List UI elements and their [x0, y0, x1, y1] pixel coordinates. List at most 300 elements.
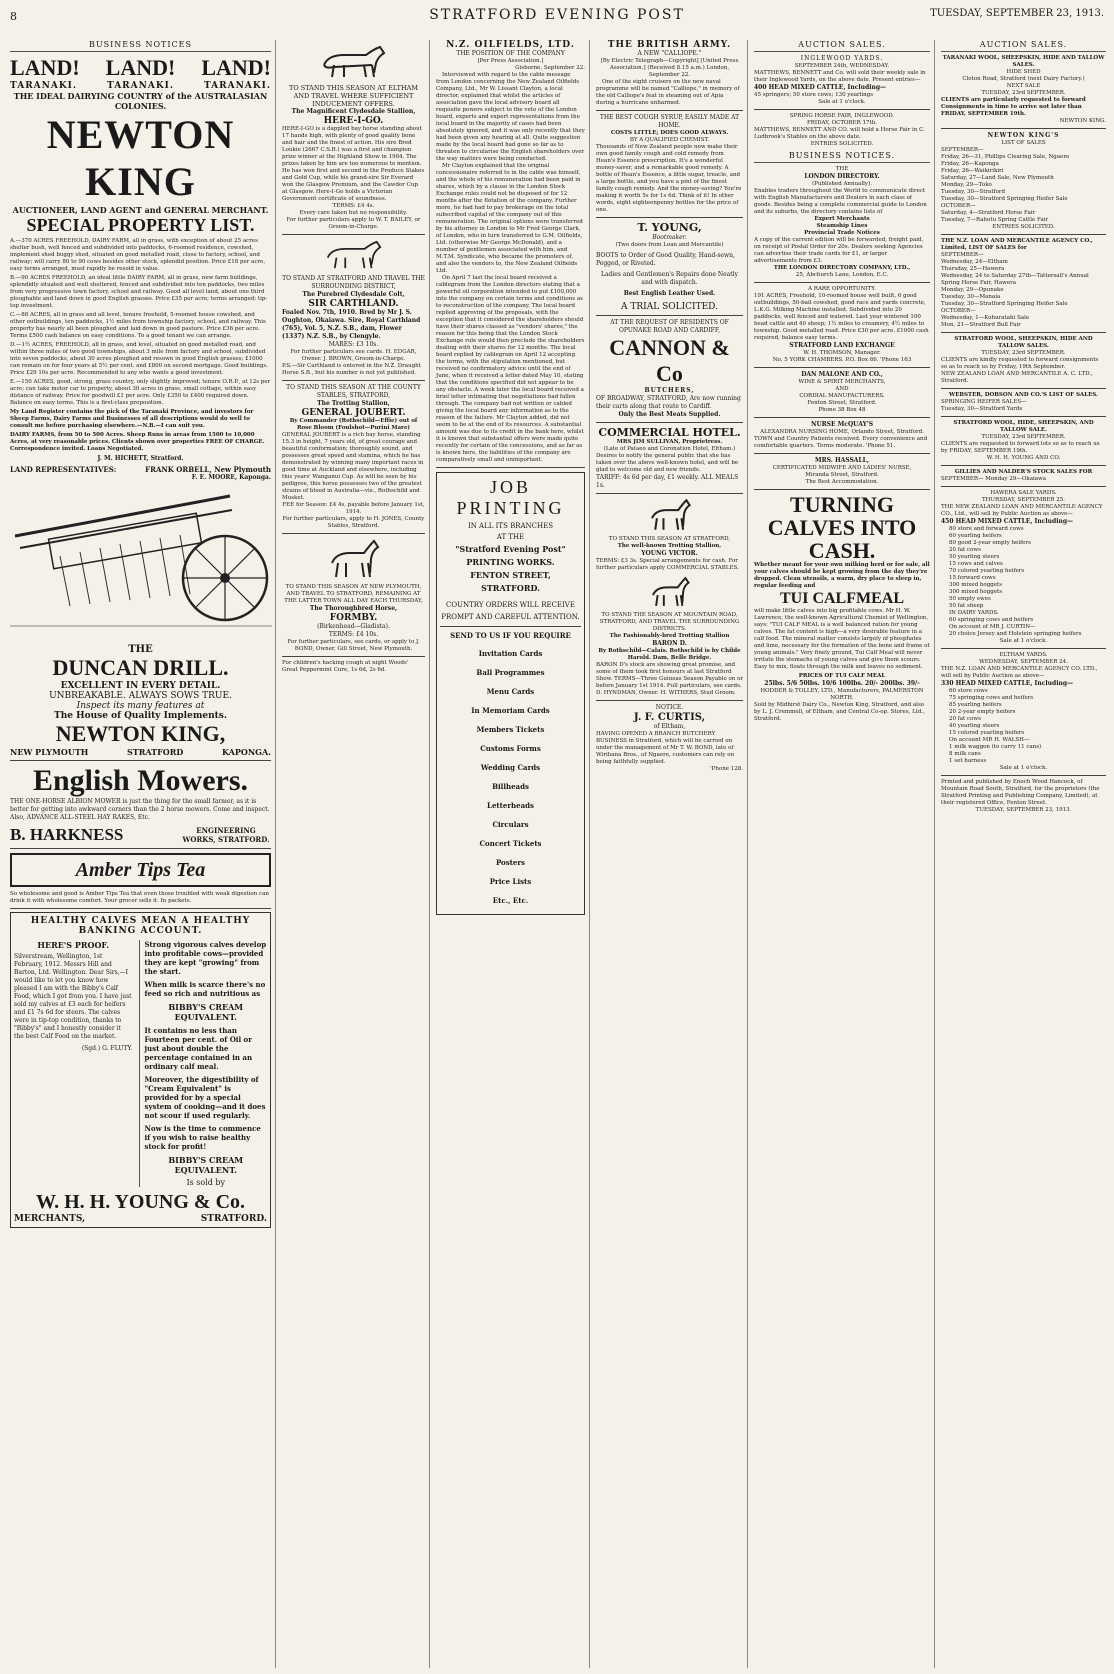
cattle-item: 20 fat cows [949, 716, 981, 722]
stallion-type: The Fashionably-bred Trotting Stallion [609, 633, 730, 639]
issue-date: TUESDAY, SEPTEMBER 23, 1913. [930, 8, 1104, 19]
directory-text: A copy of the current edition will be forwarded, freight paid, on receipt of Postal Order for 20s. Dealers seeking Agencies can advertise their trade cards for £1, or larger advertisements from £3. [754, 237, 924, 264]
horse-icon [314, 43, 394, 81]
harkness-row [10, 825, 271, 845]
nzlm-sign: NEW ZEALAND LOAN AND MERCANTILE A. C. LTD., Stratford. [941, 371, 1093, 384]
cattle-item: 8 milk cans [949, 751, 981, 757]
printing-item: Concert Tickets [479, 839, 542, 848]
horse-icon [319, 238, 389, 272]
sales-list-item: Wednesday, 24—Eltham [941, 259, 1008, 265]
curtis-town: of Eltham, [653, 723, 686, 730]
sale-date: TUESDAY, 23rd SEPTEMBER. [981, 434, 1066, 440]
cattle-item: 20 fat cows [949, 547, 981, 553]
tui-stockists: Sold by Midhirst Dairy Co., Newton King, Stratford, and also by L. J. Cremmell, of Eltham, and Central Co-op. Stores, Ltd., Stratford. [754, 702, 926, 722]
chemist-credit: BY A QUALIFIED CHEMIST. [629, 137, 710, 143]
reps-label: LAND REPRESENTATIVES: [10, 465, 117, 474]
column-auction-sales [937, 40, 1110, 1668]
excellent-line: EXCELLENT IN EVERY DETAIL. [60, 681, 221, 691]
nursing-text: TOWN and Country Patients received. Every convenience and comfortable quarters. Terms moderate. 'Phone 51. [754, 436, 928, 449]
request-line: AT THE REQUEST OF RESIDENTS OF OPUNAKE ROAD AND CARDIFF, [610, 319, 729, 334]
article-subtitle: A NEW "CALLIOPE." [637, 50, 702, 57]
cough-cure-advert: For children's hacking cough at night Woods' Great Peppermint Cure, 1s 6d, 2s 6d. [282, 660, 409, 673]
page-number: 8 [10, 10, 17, 23]
curtis-text: HAVING OPENED A BRANCH BUTCHERY BUSINESS in Stratford, which will be carried on under the management of Mr T. W. BOND, late of Wirihana Bros., of Ngaere, customers can rely on being faithfully supplied. [596, 731, 735, 765]
midwife-line: CERTIFICATED MIDWIFE AND LADIES' NURSE, [772, 465, 912, 471]
land-register-note: My Land Register contains the pick of the Taranaki Province, and investors for Sheep Farms, Dairy Farms and Businesses of all descriptions would do well to consult me before purchasing elsewhere.—N.B.—I can suit you. [10, 409, 254, 429]
stallion-name: SIR CARTHLAND. [308, 299, 399, 309]
article-paragraph: One of the eight cruisers on the new naval programme will be named "Calliope," in memory of the old Calliope's feat in steaming out of Apia during a hurricane unharmed. [596, 79, 740, 106]
oil-content: It contains no less than Fourteen per cent. of Oil or just about double the percentage contained in an ordinary calf meal. [144, 1026, 253, 1071]
article-paragraph: On April 7 last the local board received a cablegram from the London directors stating that a powerful oil corporation intended to put £100,000 into the company on certain terms and conditions as to reconstruction of the company. The local board replied approving of the proposals, with the exception that it considered the shareholders should have their shares classed as "vendors' shares," the reason for this being that the London Stock Exchange rule would then preclude the shareholders dealing with their shares for 12 months. The local board replied by cablegram on April 12 accepting the terms, with the stipulation mentioned, but received no confirmatory advice until the end of June, when it received a letter dated May 10, stating that the conditions specified did not appear to be any obstacle. A week later the local board received a brief letter intimating that negotiations had fallen through. The company had not written or cabled giving the local board any information as to the reason of the failure. Mr Clayton added, did not seem to be at the end of its resources. A substantial amount was due to its credit in the bank here, whilst it is known that substantial offers were made quite recently for certain of the concessions, and as far as is known here, the liabilities of the company are comparatively small and unimportant. [436, 275, 585, 463]
webster-heading: WEBSTER, DOBSON AND CO.'S LIST OF SALES. [949, 392, 1098, 398]
entries-solicited: ENTRIES SOLICITED. [992, 224, 1055, 230]
sale-date: SEPTEMBER 24th, WEDNESDAY. [794, 63, 890, 69]
wool-sales: STRATFORD WOOL, SHEEPSKIN, HIDE AND TALLOW SALES. [954, 336, 1093, 349]
hide-shed-address: Cloton Road, Stratford (next Dairy Factory.) [962, 76, 1085, 82]
land-word: LAND! [105, 55, 176, 80]
trial-solicited: A TRIAL SOLICITED. [621, 302, 718, 312]
stallion-terms: FEE for Season: £4 4s, payable before January 1st, 1914. [282, 502, 425, 515]
consignment-note: CLIENTS are particularly requested to forward Consignments in time to arrive not later than FRIDAY, SEPTEMBER 19th. [941, 97, 1086, 117]
stratford-line: STRATFORD. [481, 583, 540, 593]
job-word: JOB [489, 477, 531, 497]
amber-tips-tea-banner: Amber Tips Tea [10, 853, 271, 887]
sales-list-item: Tuesday, 30—Stratford Springing Heifer Sale [941, 301, 1068, 307]
sales-list-item: Monday, 29—Toko [941, 182, 992, 188]
listing: A.—370 ACRES FREEHOLD, DAIRY FARM, all in grass, with exception of about 25 acres shelter bush, well fenced and subdivided into paddocks, 6-roomed residence, cowshed, implement shed buggy shed, situated on good metalled road, close to factory, school, and railway; will carry 80 to 90 cows besides other stock, splendid position. Price £18 per acre, easy terms arranged, must rapidly be resold in value. [10, 238, 266, 272]
proof-heading: HERE'S PROOF. [37, 940, 110, 950]
section-heading: AUCTION SALES. [941, 40, 1106, 52]
horse-fair-heading: SPRING HORSE FAIR, INGLEWOOD. [789, 113, 895, 119]
land-word: LAND! [10, 55, 80, 80]
responsibility-note: Every care taken but no responsibility. [299, 210, 408, 216]
london-directory: LONDON DIRECTORY. [804, 173, 880, 180]
testimonial [14, 940, 133, 1187]
sales-list-item: Wednesday, 24 to Saturday 27th—Tattersall's Annual Spring Horse Fair, Hawera [941, 273, 1089, 286]
best-accommodation: The Best Accommodation. [805, 479, 879, 485]
country-orders: COUNTRY ORDERS WILL RECEIVE PROMPT AND CAREFUL ATTENTION. [441, 601, 580, 621]
sales-list-item: Saturday, 27—Land Sale, New Plymouth [941, 175, 1054, 181]
sale-text: MATTHEWS, BENNETT and Co. will sold their weekly sale in their Inglewood Yards, on the above date. Present entries— [754, 70, 926, 83]
entries-solicited: ENTRIES SOLICITED. [810, 141, 874, 147]
stallion-terms: MARES: £3 10s. [328, 341, 379, 348]
column-stallions [278, 40, 430, 1668]
sales-list-item: Friday, 26—Waikirikiri [941, 168, 1004, 174]
merchants-row [14, 1214, 267, 1224]
stallion-type: The well-known Trotting Stallion, [617, 543, 722, 549]
cattle-item: 50 yearling steers [949, 554, 1000, 560]
sale-time: Sale at 1 o'clock. [999, 765, 1048, 771]
sale-time: Sale at 1 o'clock. [818, 99, 866, 105]
bootmaker-address: (Two doors from Loan and Mercantile) [615, 242, 724, 248]
next-sale: NEXT SALE [1006, 83, 1041, 89]
horse-icon [324, 537, 384, 581]
cattle-item: 1 milk waggon (to carry 11 cans) [949, 744, 1042, 750]
land-word: LAND! [201, 55, 271, 80]
horse-icon [645, 497, 695, 533]
cable-credit: [By Electric Telegraph—Copyright] [United Press Association.] (Received 8.15 a.m.) London, September 22. [600, 58, 739, 78]
when-milk: When milk is scarce there's no feed so rich and nutritious as [144, 980, 266, 998]
harkness-name: B. HARKNESS [10, 825, 124, 844]
printing-item: Wedding Cards [480, 763, 541, 772]
job-printing-advert [436, 472, 585, 915]
stallion-name: GENERAL JOUBERT. [301, 408, 406, 418]
article-paragraph: Interviewed with regard to the cable message from London concerning the New Zealand Oilfields Company, Ltd., Mr W. Lissant Clayton, a local director, explained that whilst the articles of association gave the local advisory board all requisite powers subject to the veto of the London board, experts and expert representations from the local board in the majority of cases had been absolutely ignored, and it was only recently that they had been given any hearing at all. Quite suggestion made by the local board had gone so far as to threaten to circularise the English shareholders over the way matters were being conducted. [436, 72, 585, 162]
consignment-note: CLIENTS are kindly requested to forward consignments so as to reach us by Friday, 19th September. [941, 357, 1099, 370]
column-business-notices [6, 40, 276, 1668]
consignment-note: CLIENTS are requested to forward lots so as to reach us by FRIDAY, SEPTEMBER 19th. [941, 441, 1100, 454]
cattle-item: 50 fat sheep [949, 603, 984, 609]
sales-list-item: Saturday, 4—Stratford Horse Fair [941, 210, 1036, 216]
notice-heading: NOTICE. [655, 704, 684, 711]
printing-item: Invitation Cards [478, 649, 543, 658]
stand-sir-carthland: TO STAND AT STRATFORD AND TRAVEL THE SURROUNDING DISTRICT, [282, 275, 425, 290]
land-headline [10, 55, 271, 81]
tui-manufacturer: HODDER & TOLLEY, LTD., Manufacturers, PALMERSTON NORTH. [760, 688, 924, 701]
printing-item: Customs Forms [480, 744, 541, 753]
sale-date: WEDNESDAY, SEPTEMBER 24. [979, 659, 1068, 665]
the-word: THE [835, 166, 849, 172]
stallion-name: BARON D. [652, 640, 687, 647]
rep-name: F. E. MOORE, Kaponga. [191, 474, 271, 481]
springing-heading: SPRINGING HEIFER SALES— [941, 399, 1027, 405]
hotel-text: Desires to notify the general public that she has taken over the above well-known hotel, and will be glad to welcome old and new friends. [596, 453, 739, 473]
engineering-works: ENGINEERING WORKS, STRATFORD. [182, 826, 270, 844]
cattle-item: 75 springing cows and heifers [949, 695, 1034, 701]
section-heading: BUSINESS NOTICES. [754, 151, 930, 163]
cattle-item: 300 mixed hoggets [949, 589, 1003, 595]
article-title: THE BRITISH ARMY. [607, 40, 732, 50]
printing-item: Price Lists [489, 877, 532, 886]
wine-merchants: WINE & SPIRIT MERCHANTS, [798, 379, 886, 385]
sales-list [941, 252, 1106, 329]
listing: E.—150 ACRES, good, strong, grass country, only slightly improved; tenure O.R.P., at 12s per acre; can take motor car to property, about 30 acres in grass, small cottage, within easy distance of railway. Price for goodwill £1 per acre. Only £350 to £400 required down. Balance on easy terms. This is a first-class proposition. [10, 379, 271, 406]
newton-king-heading: NEWTON KING [46, 112, 235, 204]
stallion-contact: For further particulars see cards. H. EDGAR, Owner. J. BROWN, Groom-in-Charge. [290, 349, 417, 362]
printing-item: Ball Programmes [476, 668, 545, 677]
sales-list-item: Tuesday, 30—Stratford Yards [941, 406, 1023, 412]
sep-name: "Stratford Evening Post" [455, 544, 566, 554]
cattle-item: 1 set harness [949, 758, 987, 764]
printing-item: Billheads [492, 782, 529, 791]
signature-line: J. M. HICHETT, Stratford. [97, 455, 184, 462]
sales-list-item: Friday, 26—31, Phillips Clearing Sale, Ngaere [941, 154, 1070, 160]
bibbys-product: BIBBY'S CREAM EQUIVALENT. [168, 1002, 244, 1022]
town-name: KAPONGA. [222, 747, 271, 757]
sales-list-item: Tuesday, 7—Rahotu Spring Cattle Fair [941, 217, 1049, 223]
young-bootmaker: T. YOUNG, [637, 221, 702, 234]
cattle-item: IN DAIRY YARDS. [949, 610, 999, 616]
directory-list-item: Steamship Lines [816, 223, 868, 229]
amber-tea-text: So wholesome and good is Amber Tips Tea that even those troubled with weak digestion can drink it with wholesome comfort. Your grocer sells it. In packets. [10, 891, 269, 904]
cattle-item: On account MR H. WALSH— [949, 737, 1030, 743]
seed-drill-illustration [10, 486, 272, 636]
cattle-item: 40 yearling steers [949, 723, 1000, 729]
printing-item: Menu Cards [486, 687, 535, 696]
horse-icon [645, 575, 695, 609]
curtis-name: J. F. CURTIS, [633, 712, 706, 723]
listing: B.—90 ACRES FREEHOLD, an ideal little DAIRY FARM, all in grass, new farm buildings, splendidly situated and well sheltered, fenced and subdivided into ten paddocks, two miles from very progressive town factory, school and railway. Good all level land, about one third ploughable and land down in good English grasses. Price £35 per acre; terms arranged; tip-top investment. [10, 275, 268, 309]
stallion-pedigree: Foaled Nov. 7th, 1910. Bred by Mr J. S. Oughton, Okaiawa. Sire, Royal Carthland (765), Vol. 5, N.Z. S.B., dam, Flower (1337) N.Z. S.B., by Clengyle. [282, 309, 421, 340]
cough-syrup-heading: THE BEST COUGH SYRUP, EASILY MADE AT HOME. [599, 114, 740, 129]
rep-name: FRANK ORBELL, New Plymouth [145, 465, 271, 474]
curtis-phone: 'Phone 128. [710, 766, 743, 772]
sales-list-item: Tuesday, 30—Stratford Springing Heifer Sale [941, 196, 1068, 202]
exchange-manager: W. H. THOMSON, Manager. [803, 350, 881, 356]
ideal-dairying: THE IDEAL DAIRYING COUNTRY of the AUSTRALASIAN COLONIES. [13, 91, 268, 111]
sales-list-item: SEPTEMBER— [941, 252, 984, 258]
town-name: NEW PLYMOUTH [10, 747, 89, 757]
cattle-item: 20 2-year empty heifers [949, 709, 1016, 715]
cordial-manufacturers: CORDIAL MANUFACTURERS. [799, 393, 885, 399]
sale-date: FRIDAY, OCTOBER 17th. [806, 120, 878, 126]
cattle-list [941, 688, 1106, 765]
sales-list-item: Tuesday, 30—Manaia [941, 294, 1001, 300]
sales-list-item: Tuesday, 30—Stratford [941, 189, 1006, 195]
section-heading: AUCTION SALES. [754, 40, 930, 52]
farm-listing: 191 ACRES, Freehold, 10-roomed house well built, 6 good outbuildings, 50-bail cowshed, good race and yards concrete, L.K.G. Milking Machine installed. Subdivided into 20 paddocks, well fenced and watered. Last year wintered 100 head cattle and 40 sheep; 1½ miles to creamery, 4½ miles to township. Good metalled road. Price £30 per acre. £1000 cash required, balance easy terms. [754, 293, 929, 341]
town-name: STRATFORD [127, 747, 184, 757]
costs-little: COSTS LITTLE; DOES GOOD ALWAYS. [610, 130, 729, 136]
send-to-us: SEND TO US IF YOU REQUIRE [450, 631, 571, 640]
nurse-mcquay: NURSE McQUAY'S [810, 421, 874, 428]
cattle-count: 450 HEAD MIXED CATTLE, Including— [941, 518, 1074, 525]
leather-line: Best English Leather Used. [623, 290, 716, 297]
proprietress: MRS JIM SULLIVAN, Proprietress. [616, 439, 723, 445]
stallion-name: HERE-I-GO. [323, 116, 384, 126]
printing-item: Etc., Etc. [492, 896, 529, 905]
stallion-contact: For further particulars apply to W. T. BAILEY, or Groom-in-Charge. [286, 217, 421, 230]
hide-shed: HIDE SHED [1006, 69, 1041, 75]
duncan-drill: DUNCAN DRILL. [52, 655, 229, 680]
stand-young-victor: TO STAND THIS SEASON AT STRATFORD, [608, 536, 731, 542]
butchers-word: BUTCHERS, [644, 387, 695, 394]
stand-formby: TO STAND THIS SEASON AT NEW PLYMOUTH, AND TRAVEL TO STRATFORD, REMAINING AT THE LATTER TOWN ALL DAY EACH THURSDAY, [284, 584, 423, 604]
printing-item: Posters [495, 858, 525, 867]
digestibility: Moreover, the digestibility of "Cream Equivalent" is provided for by a special system of cooking—and it does not scour if used regularly. [144, 1075, 266, 1120]
healthy-calves-heading: HEALTHY CALVES MEAN A HEALTHY BANKING ACCOUNT. [30, 916, 251, 936]
best-meats: Only the Best Meats Supplied. [618, 411, 721, 418]
stallion-description: HERE-I-GO is a dappled bay horse standing about 17 hands high, with plenty of good quality bone and hair and the finest of action. His sire Bred Loukie (2667 C.S.B.) was a first and champion prize winner at the Highland Show in 1904. The prizes taken by him are too numerous to mention. He has won first and second in the Produce Stakes and Gold Cup, while his grand-sire Sir Everard won the Glasgow Premium, and the Cawdor Cup at Glasgow. Here-I-Go holds a Victorian Government certificate of soundness. [282, 126, 425, 202]
printing-item: Members Tickets [476, 725, 545, 734]
sales-list-item: Friday, 26—Kaponga [941, 161, 999, 167]
and-word: AND [835, 386, 849, 392]
cattle-list: 45 springers; 50 store cows; 130 yearlings [754, 92, 874, 98]
cattle-item: 85 yearling heifers [949, 702, 1002, 708]
fenton-street: FENTON STREET, [470, 570, 551, 580]
unbreakable-line: UNBREAKABLE. ALWAYS SOWS TRUE. [49, 691, 232, 701]
merchants-word: MERCHANTS, [14, 1214, 86, 1224]
newton-kings-heading: NEWTON KING'S [987, 132, 1060, 139]
dan-malone: DAN MALONE AND CO., [801, 371, 883, 378]
cattle-item: 15 colored yearling heifers [949, 730, 1025, 736]
list-of-sales: LIST OF SALES [1001, 140, 1046, 146]
boots-to-order: BOOTS to Order of Good Quality, Hand-sewn, Pegged, or Riveted. [596, 252, 735, 267]
stallion-contact: For further particulars, see cards, or apply to J. BOND, Owner, Gill Street, New Plymouth. [287, 639, 420, 652]
column-oilfields [432, 40, 590, 1668]
stratford-word: STRATFORD. [200, 1214, 267, 1224]
taranaki-word: TARANAKI. [203, 81, 271, 91]
wool-sales: TARANAKI WOOL, SHEEPSKIN, HIDE AND TALLOW SALES. [942, 55, 1105, 68]
cattle-item: 80 good 2-year empty heifers [949, 540, 1031, 546]
stallion-ps: P.S.—Sir Carthland is entered in the N.Z. Draught Horse S.B., but his number is not yet published. [282, 363, 421, 376]
footer-date: TUESDAY, SEPTEMBER 23, 1913. [975, 807, 1072, 813]
sale-date: TUESDAY, 23rd SEPTEMBER. [981, 350, 1066, 356]
cattle-item: On account of MR J. CURTIN— [949, 624, 1036, 630]
nzl-heading: THE N.Z. LOAN AND MERCANTILE AGENCY CO., Limited, LIST OF SALES for [941, 238, 1093, 251]
fenton-address: Fenton Street, Stratford. [807, 400, 877, 406]
strong-calves: Strong vigorous calves develop into profitable cows—provided they are kept "growing" from the start. [144, 940, 267, 976]
cattle-list [941, 526, 1106, 638]
bibbys-claims [139, 940, 268, 1187]
property-listings [10, 238, 271, 453]
sales-list-item: Monday, 29—Opunake [941, 287, 1004, 293]
stallion-pedigree: (Birkenhead—Gladista). [317, 623, 390, 630]
sales-list-item: OCTOBER— [941, 203, 976, 209]
mrs-hassall: MRS. HASSALL, [815, 457, 869, 464]
land-exchange: STRATFORD LAND EXCHANGE [789, 342, 895, 349]
column-auctions-notices [750, 40, 935, 1668]
exchange-address: No. 5 YORK CHAMBERS. P.O. Box 86. 'Phone 163 [772, 357, 912, 363]
directory-address: 25, Abchurch Lane, London, E.C. [795, 272, 889, 278]
sale-date: THURSDAY, SEPTEMBER 25. [981, 497, 1066, 503]
section-heading: BUSINESS NOTICES [10, 40, 271, 52]
stallion-pedigree: By Rothschild—Calais. Rothschild is by Childe Harold. Dam, Belle Bridge. [598, 648, 741, 661]
whhy-sign: W. H. H. YOUNG AND CO. [986, 455, 1061, 461]
cattle-item: 60 springing cows and heifers [949, 617, 1034, 623]
directory-company: THE LONDON DIRECTORY COMPANY, LTD., [773, 265, 911, 271]
listing: C.—88 ACRES, all in grass and all level, tenure freehold, 5-roomed house cowshed, and other outbuildings, ten paddocks, 1½ miles from township factory, school, and railway. This property has nearly all been ploughed and laid down in good pasture. Price £36 per acre. Terms £500 cash balance on easy conditions. To a good tenant we can arrange. [10, 312, 266, 339]
dairy-farms-note: DAIRY FARMS, from 50 to 500 Acres. Sheep Runs in areas from 1500 to 10,000 Acres, at very reasonable prices. Clients shown over properties FREE OF CHARGE. Correspondence invited. Loans Negotiated. [10, 432, 265, 452]
sale-text: THE N.Z. LOAN AND MERCANTILE AGENCY CO. LTD., will sell by Public Auction as above— [941, 666, 1098, 679]
listing: D.—1½ ACRES, FREEHOLD, all in grass, and level, situated on good metalled road, and within three miles of two good townships, about 3 mile from factory and school, subdivided into seven paddocks, about 30 acres ploughed and resown in good English grasses; £1000 can remain on for four years at 5½ per cent. and £800 on second mortgage. Good buildings. Price £29 10s per acre. Recommended to any who wants a good investment. [10, 342, 269, 376]
cattle-item: 60 store cows [949, 688, 988, 694]
cattle-item: 15 forward cows [949, 575, 996, 581]
tui-text: will make little calves into big profitable cows. Mr H. W. Lawrence, the well-known Agricultural Chemist of Wellington, says: "TUI CALF MEAL is a well balanced ration for young calves. The fat content is high—a very desirable feature in a calf food. The mineral matter consists largely of phosphates and lime, necessary for the formation of the bone and frame of young animals." Very finely ground, Tui Calf Meal will never irritate the stomachs of young calves and give them scours. Easy to mix, floats through the milk and leaves no sediment. [754, 608, 930, 670]
cannon-and-co: CANNON & Co [609, 335, 730, 386]
stallion-type: The Purebred Clydesdale Colt, [302, 291, 405, 298]
masthead [10, 4, 1104, 28]
broadway-line: OF BROADWAY, STRATFORD, Are now running their carts along that route to Cardiff. [596, 395, 741, 410]
stallion-type: The Trotting Stallion, [317, 400, 390, 407]
commercial-hotel: COMMERCIAL HOTEL. [598, 426, 741, 439]
article-title: N.Z. OILFIELDS, LTD. [446, 40, 575, 50]
yard-name: HAWERA SALE YARDS. [990, 490, 1057, 496]
tui-calfmeal: TUI CALFMEAL [779, 590, 904, 607]
taranaki-word: TARANAKI. [106, 81, 175, 91]
wool-sales: STRATFORD WOOL, HIDE, SHEEPSKIN, AND TALLOW SALE. [953, 420, 1094, 433]
bibbys-product: BIBBY'S CREAM EQUIVALENT. [168, 1155, 244, 1175]
sales-list-item: Thursday, 25—Hawera [941, 266, 1005, 272]
printing-works: PRINTING WORKS. [466, 557, 555, 567]
cattle-item: 15 cows and calves [949, 561, 1003, 567]
cattle-count: 330 HEAD MIXED CATTLE, Including— [941, 680, 1074, 687]
directory-text: Enables traders throughout the World to communicate direct with English Manufacturers and Dealers in each class of goods. Besides being a complete commercial guide to London and its suburbs, the directory contains lists of [754, 188, 927, 215]
sales-list-item: OCTOBER— [941, 308, 976, 314]
sold-by: Is sold by [186, 1178, 226, 1187]
the-word: THE [128, 644, 153, 655]
sales-list-item: Mon, 21—Stratford Bull Fair [941, 322, 1021, 328]
english-mowers-heading: English Mowers. [32, 764, 248, 797]
house-of-quality: The House of Quality Implements. [54, 711, 227, 721]
bootmaker-word: Bootmaker. [652, 234, 687, 241]
printing-item: Letterheads [487, 801, 534, 810]
bibbys-advert [10, 912, 271, 1228]
newton-king-name: NEWTON KING, [55, 721, 226, 746]
printing-word: PRINTING [456, 498, 565, 518]
article-subtitle: THE POSITION OF THE COMPANY [456, 50, 565, 57]
hotel-tariff: TARIFF: 4s 6d per day, £1 weekly. ALL MEALS 1s. [596, 474, 739, 489]
sale-time: Sale at 1 o'clock. [999, 638, 1048, 644]
hassall-address: Miranda Street, Stratford. [805, 472, 879, 478]
cattle-count: 400 HEAD MIXED CATTLE, Including— [754, 84, 887, 91]
branches-line: IN ALL ITS BRANCHES [467, 522, 554, 530]
cattle-item: 80 store and forward cows [949, 526, 1024, 532]
stand-joubert: TO STAND THIS SEASON AT THE COUNTY STABLES, STRATFORD, [286, 384, 421, 399]
testimonial-letter: Silverstream, Wellington, 1st February, 1912. Messrs Hill and Barton, Ltd. Wellington. Dear Sirs,—I would like to let you know how pleased I am with the Bibby's Calf Food, which I got from you. I have just sold my calves at £3 each for heifers and £1 7s 6d for steers. The calves were in tip-top condition, thanks to "Bibby's" and I honestly consider it the best Calf Food on the market. [14, 953, 132, 1040]
tui-prices: 25lbs. 5/6 50lbs. 10/6 100lbs. 20/- 200lbs. 39/- [764, 680, 920, 687]
directory-list-item: Provincial Trade Notices [804, 230, 880, 236]
late-of: (Late of Pataeo and Coronation Hotel, Eltham.) [603, 446, 736, 452]
published-annually: (Published Annually). [812, 181, 872, 187]
press-credit: [Per Press Association.] [477, 58, 544, 64]
auctioneer-line: AUCTIONEER, LAND AGENT and GENERAL MERCHANT. [12, 205, 269, 215]
tui-prices-heading: PRICES OF TUI CALF MEAL [798, 673, 886, 679]
stallion-terms: TERMS: £4 10s. [328, 631, 379, 638]
cattle-item: 70 colored yearling heifers [949, 568, 1025, 574]
stand-baron-d: TO STAND THE SEASON AT MOUNTAIN ROAD, STRATFORD, AND TRAVEL THE SURROUNDING DISTRICTS. [599, 612, 740, 632]
stallion-description: BARON D's stock are showing great promise, and some of them took first honours at last Stratford Show. TERMS—Three Guineas Season Payable on or before January 1st 1914. Full particulars, see cards. D. HYNDMAN, Owner. H. WITHERS, Stud Groom. [596, 662, 744, 696]
gillies-heading: GILLIES AND NALDER'S STOCK SALES FOR [954, 469, 1093, 475]
sales-list [941, 147, 1106, 224]
directory-list-item: Expert Merchants [814, 216, 870, 222]
taranaki-word: TARANAKI. [10, 81, 78, 91]
mowers-text: THE ONE-HORSE ALBION MOWER is just the thing for the small farmer, as it is better for getting into awkward corners than the 2 horse mowers. Come and inspect. Also, ADVANCE ALL-STEEL HAY RAKES, Etc. [10, 798, 270, 821]
yard-name: INGLEWOOD YARDS. [800, 55, 884, 62]
cattle-item: 20 choice Jersey and Holstein springing heifers [949, 631, 1082, 637]
yard-name: ELTHAM YARDS. [999, 652, 1048, 658]
land-representatives [10, 465, 271, 474]
stallion-type: The Magnificent Clydesdale Stallion, [291, 108, 416, 115]
sale-text: THE NEW ZEALAND LOAN AND MERCANTILE AGENCY CO., Ltd., will sell by Public Auction as above— [941, 504, 1103, 517]
stallion-terms: TERMS: £3 3s. Special arrangements for cash. For further particulars apply COMMERCIAL STABLES. [596, 558, 739, 571]
stallion-name: FORMBY. [329, 613, 378, 623]
turning-calves-heading: TURNING CALVES INTO CASH. [767, 492, 917, 563]
stallion-contact: For further particulars, apply to H. JONES, County Stables, Stratford. [282, 516, 425, 529]
printing-item: In Memoriam Cards [471, 706, 550, 715]
sales-list-item: SEPTEMBER— [941, 147, 984, 153]
special-property-list: SPECIAL PROPERTY LIST. [26, 215, 255, 235]
testimonial-signed: (Sgd.) G. FLUTY. [81, 1045, 133, 1052]
newspaper-title: STRATFORD EVENING POST [429, 7, 685, 23]
column-army-and-ads [592, 40, 748, 1668]
taranaki-row [10, 81, 271, 91]
stallion-name: YOUNG VICTOR. [641, 550, 698, 557]
printing-items [440, 644, 581, 910]
sale-date: TUESDAY, 23rd SEPTEMBER. [981, 90, 1066, 96]
commence-now: Now is the time to commence if you wish to raise healthy stock for profit! [144, 1124, 261, 1151]
cough-syrup-text: Thousands of New Zealand people now make their own good family cough and cold remedy from Hean's Essence prescription. It's a wonderful money-saver, and a remarkable good remedy. A bottle of Hean's Essence, a little sugar, treacle, and a large bottle, and you have a pint of the finest family cough remedy. And the money-saving? You're making it worth 5s for 1s 6d. Think of it! In other words, eight eighteenpenny bottles for the price of one. [596, 144, 742, 213]
gillies-list: SEPTEMBER— Monday 29—Okaiawa [941, 476, 1047, 482]
stallion-description: GENERAL JOUBERT is a rich bay horse, standing 15.3 in height, 7 years old, of great courage and beautiful conformation; thoroughly sound, and possesses great speed and stamina, which he has demonstrated by winning many important races in good time at Auckland and elsewhere, including this years' Wanganui Cup. As will be seen by his pedigree, this horse possesses two of the greatest strains of blood in Australia—viz., Rothschild and Musket. [282, 432, 424, 501]
at-the: AT THE [496, 533, 525, 541]
newton-king-sign: NEWTON KING. [1059, 118, 1106, 124]
cattle-item: 60 yearling heifers [949, 533, 1002, 539]
repairs-line: Ladies and Gentlemen's Repairs done Neatly and with dispatch. [600, 271, 738, 286]
cattle-item: 50 empty ewes [949, 596, 991, 602]
article-paragraph: Mr Clayton explained that the original concessionaire referred to in the cable was himself, and the whole of his remuneration had been paid in shares, which by a clause in the London Stock Exchange rules could not be disposed of for 12 months after the flotation of the company. Further more, he had had to pay brokerage on the total subscribed capital of the company out of this remuneration. The original options were transferred by his attorney in London to Mr Fred George Clark, of London, who in turn transferred to G.M. Oilfields, Ltd. (otherwise Mr George McDonald), and a number of gentlemen associated with him, and M.T.M. Syndicate, who became the promoters of, and also the vendors to, the New Zealand Oilfields Ltd. [436, 163, 583, 274]
dateline: Gisborne, September 22. [515, 65, 585, 71]
